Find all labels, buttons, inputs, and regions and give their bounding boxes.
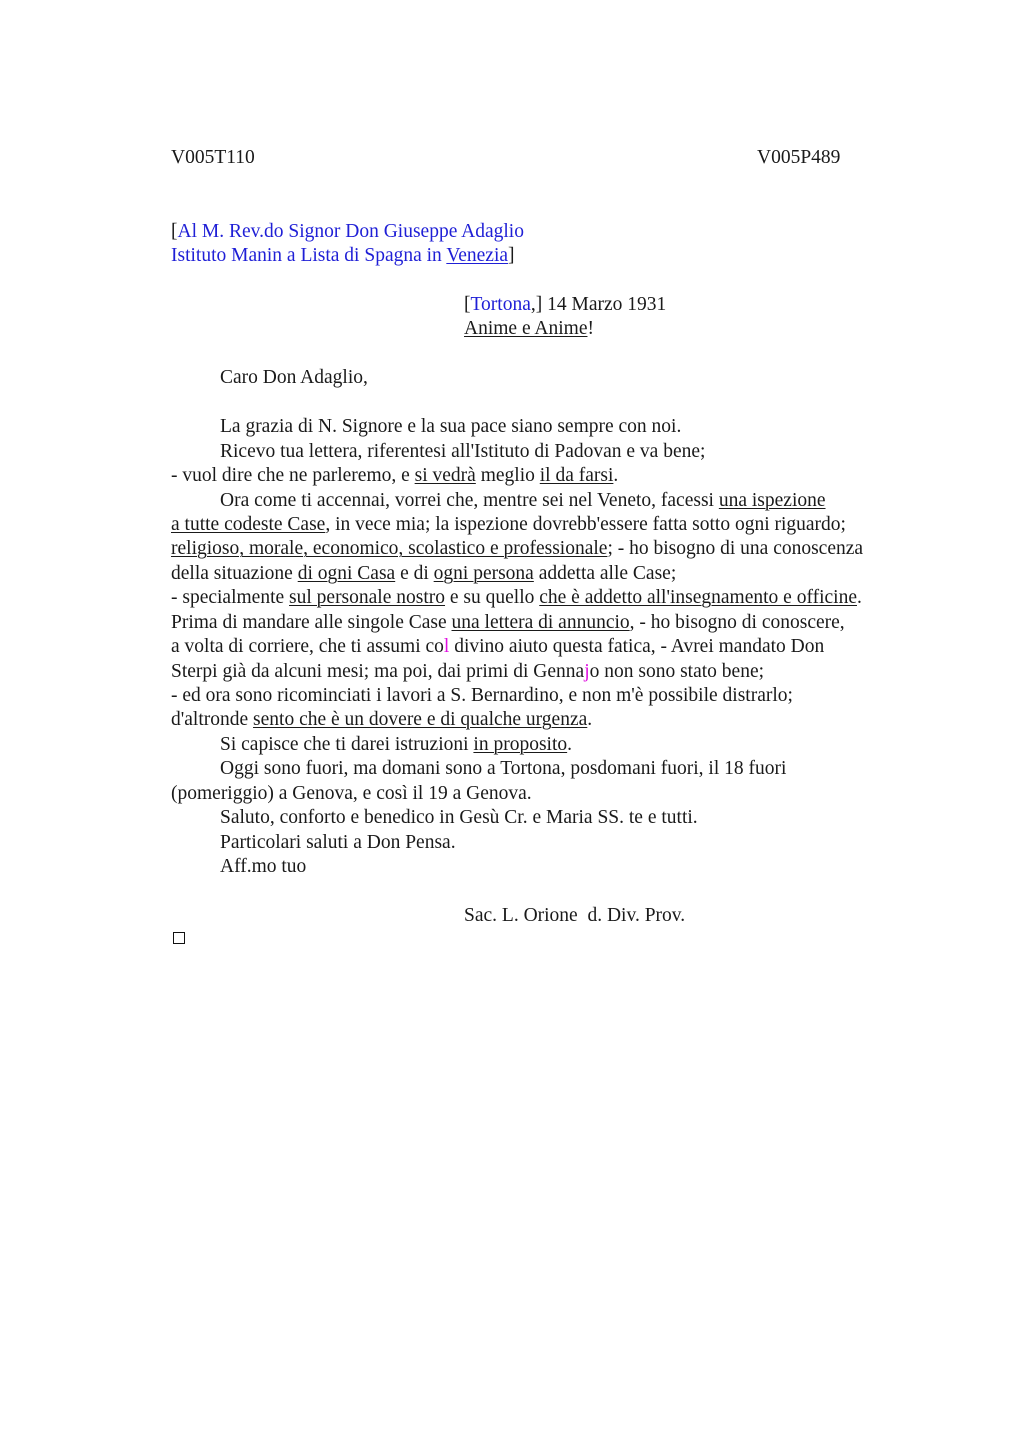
body-line: La grazia di N. Signore e la sua pace siano sempre con noi. — [220, 416, 682, 437]
recipient-institute: Istituto Manin a Lista di Spagna in — [171, 245, 447, 266]
end-box-icon — [173, 932, 185, 944]
recipient-name: Al M. Rev.do Signor Don Giuseppe Adaglio — [177, 221, 524, 242]
document-code-left: V005T110 — [171, 147, 255, 168]
address-line-1 — [171, 220, 524, 244]
body-line: a tutte codeste Case, in vece mia; la ispezione dovrebb'essere fatta sotto ogni riguardo; — [171, 514, 846, 535]
body-line: Oggi sono fuori, ma domani sono a Tortona, posdomani fuori, il 18 fuori — [220, 758, 787, 779]
signature: Sac. L. Orione d. Div. Prov. — [464, 905, 686, 926]
body-line: religioso, morale, economico, scolastico e professionale; - ho bisogno di una conoscenza — [171, 538, 864, 559]
motto: Anime e Anime! — [464, 318, 594, 339]
body-line: Particolari saluti a Don Pensa. — [220, 832, 456, 853]
dateline: [Tortona,] 14 Marzo 1931 — [464, 294, 667, 315]
address-line-2 — [171, 244, 515, 268]
body-line: Si capisce che ti darei istruzioni in proposito. — [220, 734, 573, 755]
body-line: Prima di mandare alle singole Case una lettera di annuncio, - ho bisogno di conoscere, — [171, 612, 845, 633]
body-line: Saluto, conforto e benedico in Gesù Cr. e Maria SS. te e tutti. — [220, 807, 698, 828]
correction-mark: l — [443, 636, 450, 657]
body-line: Ricevo tua lettera, riferentesi all'Istituto di Padovan e va bene; — [220, 441, 706, 462]
body-line: (pomeriggio) a Genova, e così il 19 a Genova. — [171, 783, 532, 804]
body-line: a volta di corriere, che ti assumi col divino aiuto questa fatica, - Avrei mandato Don — [171, 636, 825, 657]
bracket-open: [ — [171, 221, 178, 242]
date-text: ,] 14 Marzo 1931 — [530, 294, 667, 315]
body-line: d'altronde sento che è un dovere e di qualche urgenza. — [171, 709, 593, 730]
body-line: della situazione di ogni Casa e di ogni persona addetta alle Case; — [171, 563, 677, 584]
body-line: Ora come ti accennai, vorrei che, mentre sei nel Veneto, facessi una ispezione — [220, 490, 826, 511]
date-place: Tortona — [470, 294, 531, 315]
body-line: - vuol dire che ne parleremo, e si vedrà meglio il da farsi. — [171, 465, 619, 486]
body-line: - ed ora sono ricominciati i lavori a S. Bernardino, e non m'è possibile distrarlo; — [171, 685, 793, 706]
document-code-right: V005P489 — [757, 147, 841, 168]
motto-text: Anime e Anime — [464, 318, 588, 339]
closing: Aff.mo tuo — [220, 856, 307, 877]
correction-mark: j — [584, 661, 590, 682]
body-line: Sterpi già da alcuni mesi; ma poi, dai primi di Gennajo non sono stato bene; — [171, 661, 765, 682]
body-line: - specialmente sul personale nostro e su quello che è addetto all'insegnamento e officine. — [171, 587, 862, 608]
salutation: Caro Don Adaglio, — [220, 367, 368, 388]
bracket-close: ] — [508, 245, 515, 266]
recipient-city: Venezia — [446, 245, 509, 266]
